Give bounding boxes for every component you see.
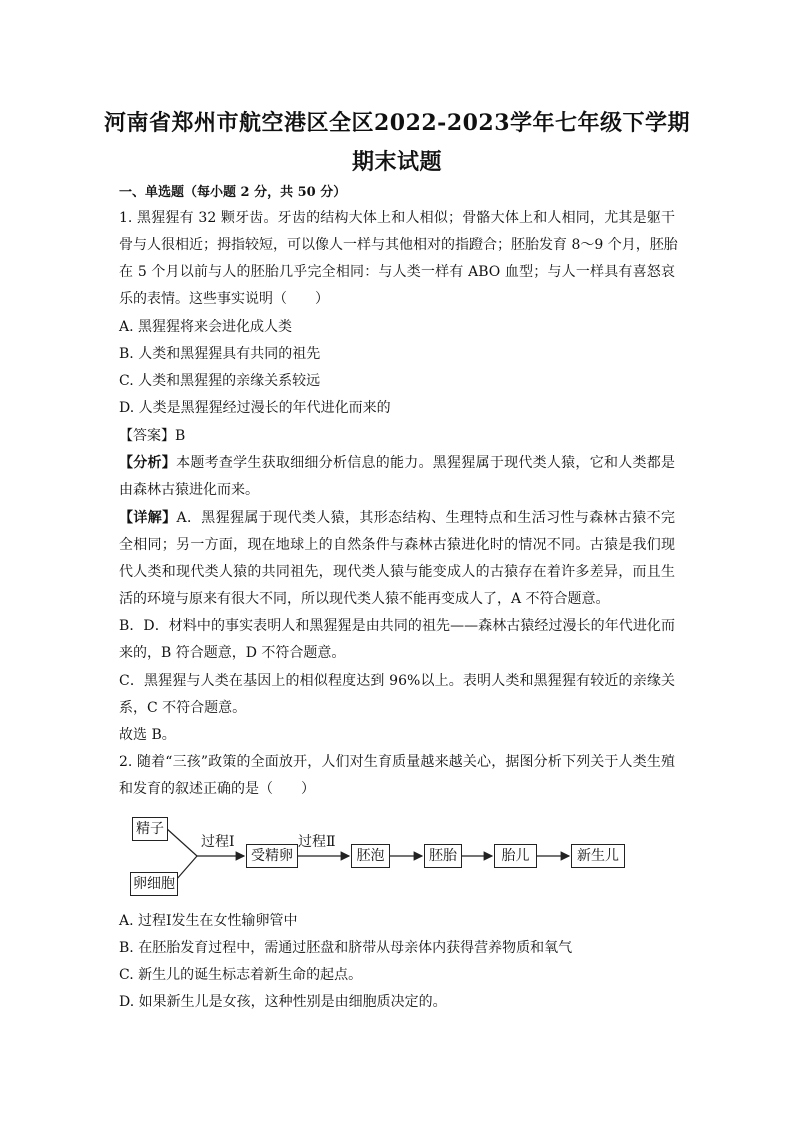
page-title-line1: 河南省郑州市航空港区全区2022-2023学年七年级下学期 xyxy=(103,110,691,136)
egg-box: 卵细胞 xyxy=(130,872,178,896)
section-heading: 一、单选题（每小题 2 分，共 50 分） xyxy=(119,185,347,200)
q1-stem-line: 乐的表情。这些事实说明（ ） xyxy=(119,291,329,307)
q1-detail-line: B．D．材料中的事实表明人和黑猩猩是由共同的祖先——森林古猿经过漫长的年代进化而 xyxy=(119,618,675,634)
q1-option-b: B. 人类和黑猩猩具有共同的祖先 xyxy=(119,346,321,362)
q1-option-a: A. 黑猩猩将来会进化成人类 xyxy=(119,319,293,335)
q1-option-d: D. 人类是黑猩猩经过漫长的年代进化而来的 xyxy=(119,400,391,416)
q1-answer: 【答案】B xyxy=(119,428,186,444)
q2-option-a: A. 过程Ⅰ发生在女性输卵管中 xyxy=(119,913,298,929)
q1-detail-line: 系，C 不符合题意。 xyxy=(119,700,247,716)
q2-stem-line: 2. 随着“三孩”政策的全面放开，人们对生育质量越来越关心，据图分析下列关于人类生殖 xyxy=(119,754,675,770)
fetus-box: 胎儿 xyxy=(494,844,537,868)
q1-stem-line: 骨与人很相近；拇指较短，可以像人一样与其他相对的指蹬合；胚胎发育 8～9 个月，胚胎 xyxy=(119,237,678,253)
q1-detail-line: 活的环境与原来有很大不同，所以现代类人猿不能再变成人了，A 不符合题意。 xyxy=(119,591,610,607)
q2-option-d: D. 如果新生儿是女孩，这种性别是由细胞质决定的。 xyxy=(119,994,447,1010)
q2-stem-line: 和发育的叙述正确的是（ ） xyxy=(119,781,315,797)
q1-detail-line: 全相同；另一方面，现在地球上的自然条件与森林古猿进化时的情况不同。古猿是我们现 xyxy=(119,537,675,553)
q1-detail-line: 来的，B 符合题意，D 不符合题意。 xyxy=(119,645,346,661)
detail-tag: 【详解】 xyxy=(119,510,177,526)
page-title-line2: 期末试题 xyxy=(351,149,442,175)
blastocyst-box: 胚泡 xyxy=(351,844,390,868)
zygote-box: 受精卵 xyxy=(246,844,298,868)
q2-option-c: C. 新生儿的诞生标志着新生命的起点。 xyxy=(119,967,363,983)
embryo-box: 胚胎 xyxy=(424,844,462,868)
q1-option-c: C. 人类和黑猩猩的亲缘关系较远 xyxy=(119,373,321,389)
sperm-connector xyxy=(166,828,197,856)
analysis-tag: 【分析】 xyxy=(119,455,177,471)
process1-label: 过程Ⅰ xyxy=(201,834,235,850)
q1-stem-line: 1. 黑猩猩有 32 颗牙齿。牙齿的结构大体上和人相似；骨骼大体上和人相同，尤其是躯干 xyxy=(119,210,675,226)
sperm-box: 精子 xyxy=(132,817,168,841)
q1-conclusion: 故选 B。 xyxy=(119,727,176,743)
analysis-text: 本题考查学生获取细细分析信息的能力。黑猩猩属于现代类人猿，它和人类都是 xyxy=(176,455,676,471)
q2-option-b: B. 在胚胎发育过程中，需通过胚盘和脐带从母亲体内获得营养物质和氧气 xyxy=(119,940,573,956)
newborn-box: 新生儿 xyxy=(571,844,625,868)
q1-detail-line: 代人类和现代类人猿的共同祖先，现代类人猿与能变成人的古猿存在着许多差异，而且生 xyxy=(119,564,675,580)
process2-label: 过程Ⅱ xyxy=(298,834,336,850)
q1-detail-line: C．黑猩猩与人类在基因上的相似程度达到 96%以上。表明人类和黑猩猩有较近的亲缘关 xyxy=(119,673,675,689)
q1-stem-line: 在 5 个月以前与人的胚胎几乎完全相同：与人类一样有 ABO 血型；与人一样具有喜怒哀 xyxy=(119,264,675,280)
detail-text: A．黑猩猩属于现代类人猿，其形态结构、生理特点和生活习性与森林古猿不完 xyxy=(176,510,676,526)
q1-analysis-line: 由森林古猿进化而来。 xyxy=(119,482,259,498)
egg-connector xyxy=(176,856,197,880)
